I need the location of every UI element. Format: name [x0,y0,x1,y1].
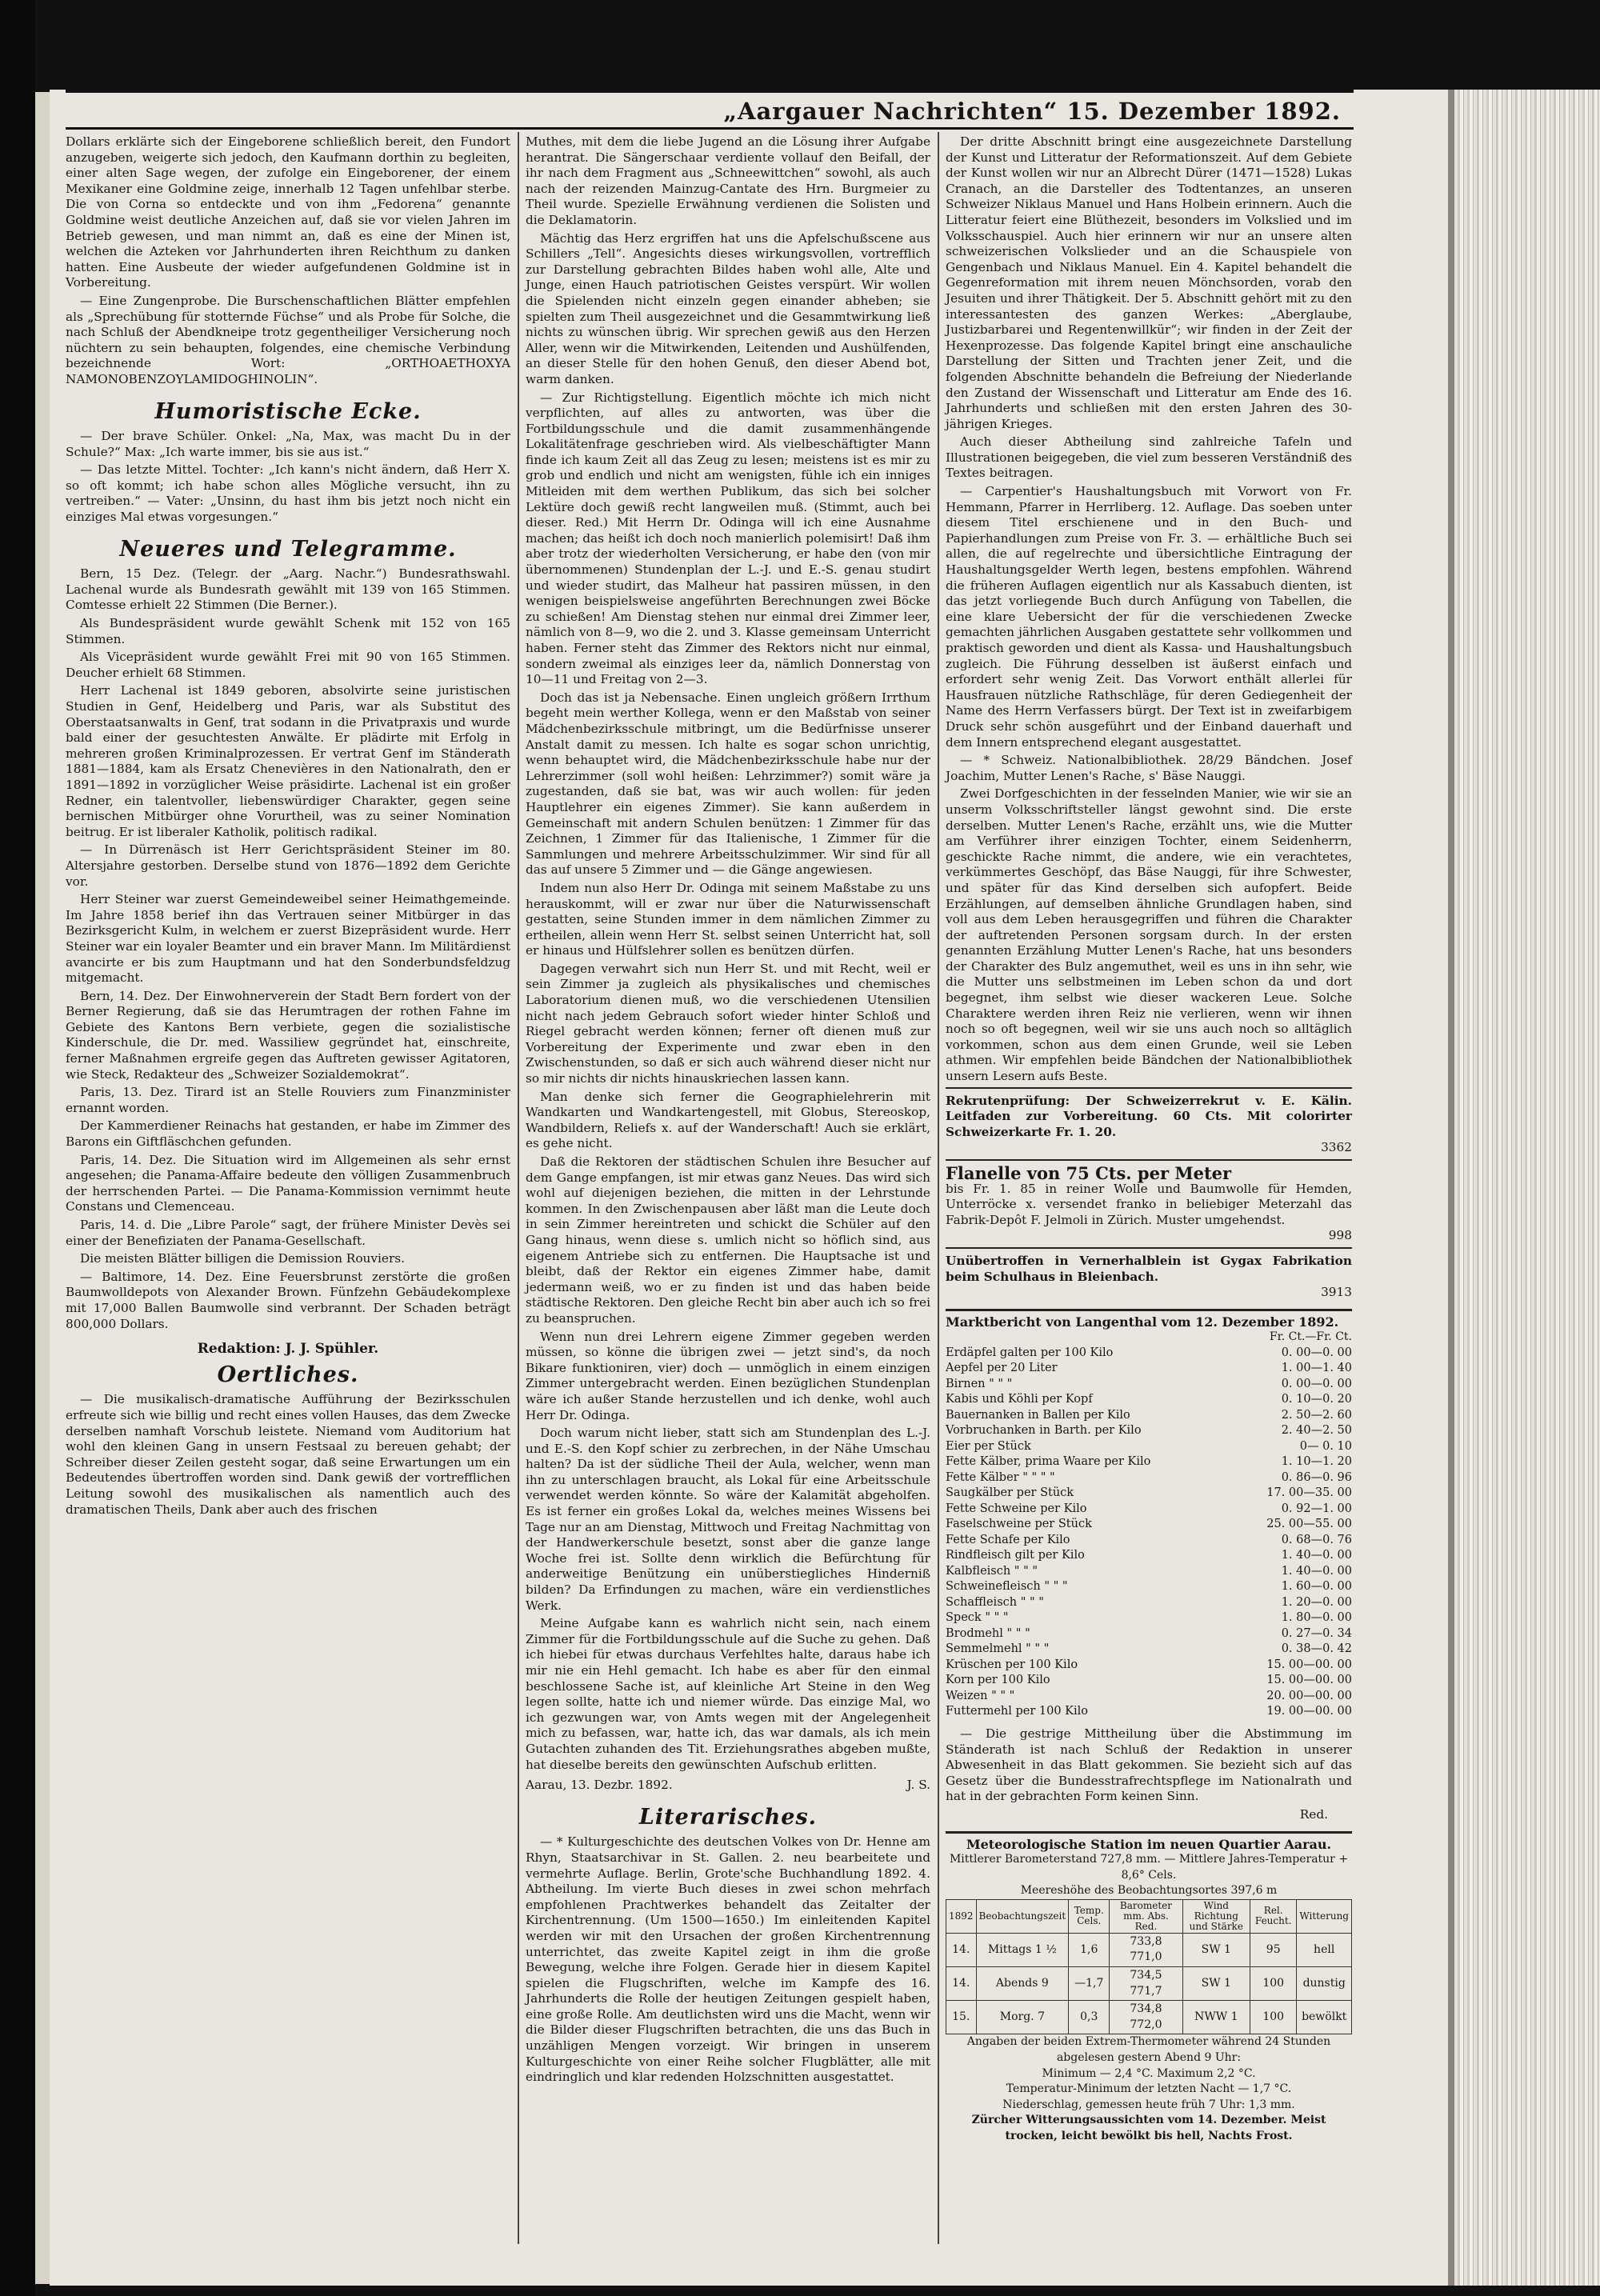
news-baltimore: — Baltimore, 14. Dez. Eine Feuersbrunst zerstörte die großen Baumwolldepots von Alexander Brown. Fünfzehn Gebäudekomplexe mit 17,000 Ballen Baumwolle sind verbrannt. Der Schaden beträgt 800,000 Dollars. [66,1269,510,1331]
market-row [946,1564,1352,1580]
market-row [946,1408,1352,1424]
market-price: 0. 92—1. 00 [1281,1502,1352,1515]
market-price: 1. 40—0. 00 [1281,1564,1352,1578]
heading-news: Neueres und Telegramme. [119,536,457,562]
market-item: Faselschweine per Stück [946,1518,1092,1531]
weather-line-4: Minimum — 2,4 °C. Maximum 2,2 °C. [1042,2066,1256,2080]
weather-cell: Morg. 7 [976,2001,1069,2034]
news-steiner-bio: Herr Steiner war zuerst Gemeindeweibel seiner Heimathgemeinde. Im Jahre 1858 berief ihn das Vertrauen seiner Mitbürger in das Bezirksgericht Kulm, in welchem er zuerst Bizepräsident wurde. Herr Steiner war ein loyaler Beamter und ein braver Mann. Im Militärdienst avancirte er bis zum Hauptmann und hat den Sonderbundsfeldzug mitgemacht. [66,892,510,986]
market-item: Fette Kälber " " " " [946,1470,1055,1484]
market-price: 19. 00—00. 00 [1266,1705,1352,1718]
market-price: 0. 27—0. 34 [1281,1626,1352,1640]
market-item: Weizen " " " [946,1689,1015,1702]
market-row [946,1486,1352,1502]
market-item: Brodmehl " " " [946,1626,1030,1640]
weather-line-1: Mittlerer Barometerstand 727,8 mm. — Mittlere Jahres-Temperatur + 8,6° Cels. [949,1853,1349,1882]
news-paris-panama: Paris, 14. Dez. Die Situation wird im Allgemeinen als sehr ernst angesehen; die Panama-Affaire bedeute den völligen Zusammenbruch der herrschenden Partei. — Die Panama-Kommission vernimmt heute Constans und Clemenceau. [66,1152,510,1214]
market-price: 20. 00—00. 00 [1266,1689,1352,1702]
article-tell: Mächtig das Herz ergriffen hat uns die Apfelschußscene aus Schillers „Tell“. Angesichts dieses wirkungsvollen, vortrefflich zur Darstellung gebrachten Bildes haben wohl alle, Alte und Junge, einen Hauch patriotischen Geistes verspürt. Wir wollen die Spielenden nicht einzeln gegen einander abheben; sie spielten zum Theil ausgezeichnet und die Gesammtwirkung ließ nichts zu wünschen übrig. Wir sprechen gewiß aus den Herzen Aller, wenn wir die Mitwirkenden, Leitenden und Aushülfenden, an dieser Stelle für den hohen Genuß, den dieser Abend bot, warm danken. [526,230,930,386]
weather-cell: dunstig [1297,1967,1352,2001]
market-report-units: Fr. Ct.—Fr. Ct. [1269,1330,1352,1344]
market-price: 1. 20—0. 00 [1281,1595,1352,1609]
market-item: Birnen " " " [946,1377,1013,1390]
market-price: 25. 00—55. 00 [1266,1518,1352,1531]
dateline [526,1778,930,1794]
weather-table [946,1899,1352,2035]
market-item: Rindfleisch gilt per Kilo [946,1549,1085,1562]
weather-row [946,1933,1352,1966]
weather-cell: 15. [946,2001,977,2034]
weather-cell: —1,7 [1069,1967,1110,2001]
market-row [946,1642,1352,1658]
market-row [946,1610,1352,1626]
review-dorfgeschichten: Zwei Dorfgeschichten in der fesselnden Manier, wie wir sie an unserm Volksschriftsteller längst gewohnt sind. Die erste derselben. Mutter Lenen's Rache, erzählt uns, wie die Mutter am Verführer ihrer einzigen Tochter, einem Seidenherrn, geschickte Rache nimmt, die andere, wie ein verachtetes, verkümmertes Geschöpf, das Bäse Nauggi, für ihre Schwester, und später für das Kind derselben sich aufopfert. Beide Erzählungen, auf demselben ähnliche Grundlagen haben, sind voll aus dem Leben herausgegriffen und führen die Charakter der auftretenden Personen sorgsam durch. In der ersten genannten Erzählung Mutter Lenen's Rache, hat uns besonders der Charakter des Bulz angemuthet, weil es uns in ihn sehr, wie die Mutter uns selbstmeinen im Leben schon da und dort begegnet, ihm selbst wie dieser wackeren Leue. Solche Charaktere werden ihren Reiz nie verlieren, wenn wir ihnen noch so oft begegnen, weil wir sie uns auch noch so alltäglich vorkommen, schon aus dem einen Grunde, weil sie Leben athmen. Wir empfehlen beide Bändchen der Nationalbibliothek unsern Lesern aufs Beste. [946,786,1352,1084]
news-reinach: Der Kammerdiener Reinachs hat gestanden, er habe im Zimmer des Barons ein Giftfläschchen gefunden. [66,1118,510,1150]
article-richtigstellung-3: Indem nun also Herr Dr. Odinga mit seinem Maßstabe zu uns herauskommt, will er zwar nur über die Naturwissenschaft gestatten, seine Stunden immer in dem nämlichen Zimmer zu ertheilen, allein wenn Herr St. selbst seinen Unterricht hat, soll er hinaus und Hülfslehrer sollen es benützen dürfen. [526,880,930,958]
market-row [946,1689,1352,1705]
market-report [946,1309,1352,1720]
market-price: 1. 00—1. 40 [1281,1362,1352,1375]
ad-flanelle-number: 998 [1328,1228,1352,1243]
weather-cell: 0,3 [1069,2001,1110,2034]
news-bern-verein: Bern, 14. Dez. Der Einwohnerverein der Stadt Bern fordert von der Berner Regierung, daß sie das Herumtragen der rothen Fahne im Gebiete des Kantons Bern verbiete, gegen die sozialistische Kinderschule, die Dr. med. Wassiliew gegründet hat, einschreite, ferner Maßnahmen ergreife gegen das Auftreten gewisser Agitatoren, wie Steck, Redakteur des „Schweizer Sozialdemokrat“. [66,988,510,1082]
joke-schueler: — Der brave Schüler. Onkel: „Na, Max, was macht Du in der Schule?“ Max: „Ich warte immer, bis sie aus ist.“ [66,429,510,459]
page-edge-shadow [1448,90,1454,2286]
header-bottom-rule [66,127,1354,130]
column-rule-2 [938,132,939,2244]
article-richtigstellung-5: Man denke sich ferner die Geographielehrerin mit Wandkarten und Wandkartengestell, mit Globus, Stereoskop, Wandbildern, Reliefs x. auf der Wanderschaft! Auch sie erklärt, es gehe nicht. [526,1089,930,1151]
market-item: Vorbruchanken in Barth. per Kilo [946,1424,1142,1438]
article-richtigstellung-7: Wenn nun drei Lehrern eigene Zimmer gegeben werden müssen, so könne die übrigen zwei — jetzt sind's, da noch Bikare funktioniren, vier) doch — unmöglich in einem einzigen Zimmer untergebracht werden. Einen bezüglichen Stundenplan wäre ich außer Stande herzustellen und ich denke, wohl auch Herr Dr. Odinga. [526,1329,930,1422]
market-price: 17. 00—35. 00 [1266,1486,1352,1500]
market-row [946,1454,1352,1470]
news-bern-wahl: Bern, 15 Dez. (Telegr. der „Aarg. Nachr.“) Bundesrathswahl. Lachenal wurde als Bundesrath gewählt mit 139 von 165 Stimmen. Comtesse erhielt 22 Stimmen (Die Berner.). [66,566,510,613]
market-row [946,1626,1352,1642]
news-rouvier: Die meisten Blätter billigen die Demission Rouviers. [80,1251,406,1266]
market-item: Futtermehl per 100 Kilo [946,1705,1089,1718]
market-item: Kalbfleisch " " " [946,1564,1038,1578]
ad-rekrutenpruefung-number: 3362 [1321,1140,1352,1155]
ad-rekrutenpruefung-text: Rekrutenprüfung: Der Schweizerrekrut v. E. Kälin. Leitfaden zur Vorbereitung. 60 Cts. Mit colorirter Schweizerkarte Fr. 1. 20. [946,1093,1352,1139]
market-price: 0. 86—0. 96 [1281,1470,1352,1484]
market-row [946,1392,1352,1408]
market-row [946,1377,1352,1393]
weather-line-6: Niederschlag, gemessen heute früh 7 Uhr: 1,3 mm. [1002,2098,1295,2111]
market-price: 15. 00—00. 00 [1266,1674,1352,1687]
column-1 [66,134,510,1520]
article-richtigstellung-2: Doch das ist ja Nebensache. Einen ungleich größern Irrthum begeht mein werther Kollega, wenn er den Maßstab von seiner Mädchenbezirksschule mitbringt, um die Bedürfnisse unserer Anstalt damit zu messen. Ich halte es sogar schon unrichtig, wenn behauptet wird, die Mädchenbezirksschule habe nur der Lehrerzimmer (soll wohl heißen: Lehrzimmer?) somit wäre ja zugestanden, daß sie bat, was wir auch wollen: für jeden Hauptlehrer ein eigenes Zimmer). Sie kann außerdem in Gemeinschaft mit andern Schulen benützen: 1 Zimmer für das Zeichnen, 1 Zimmer für das Italienische, 1 Zimmer für die Sammlungen und mehrere Arbeitsschulzimmer. Wir sind für all das auf unsere 5 Zimmer und — die Gänge angewiesen. [526,690,930,878]
heading-literature: Literarisches. [638,1804,818,1830]
market-row [946,1548,1352,1564]
dateline-signature: J. S. [906,1778,930,1793]
market-item: Kabis und Köhli per Kopf [946,1393,1093,1406]
weather-cell: hell [1297,1933,1352,1966]
market-price: 0. 10—0. 20 [1281,1393,1352,1406]
weather-cell: SW 1 [1182,1967,1250,2001]
weather-cell: Mittags 1 ½ [976,1933,1069,1966]
weather-cell: SW 1 [1182,1933,1250,1966]
market-row [946,1595,1352,1611]
weather-header-cell: Rel. Feucht. [1250,1899,1297,1933]
weather-cell: 100 [1250,1967,1297,2001]
market-price: 0. 00—0. 00 [1281,1377,1352,1390]
joke-mittel: — Das letzte Mittel. Tochter: „Ich kann's nicht ändern, daß Herr X. so oft kommt; ich habe schon alles Mögliche versucht, ihn zu vertreiben.“ — Vater: „Unsinn, du hast ihm bis jetzt noch nicht ein einziges Mal etwas vorgesungen.“ [66,462,510,525]
market-row [946,1502,1352,1518]
page-header-title: „Aargauer Nachrichten“ 15. Dezember 1892. [723,98,1341,125]
binder-edge [0,0,35,2296]
weather-cell: 1,6 [1069,1933,1110,1966]
article-richtigstellung: — Zur Richtigstellung. Eigentlich möchte ich mich nicht verpflichten, auf alles zu antworten, was über die Fortbildungsschule und die damit zusammenhängende Lokalitätenfrage geschrieben wird. Als vielbeschäftigter Mann finde ich kaum Zeit all das Zeug zu lesen; meistens ist es mir zu grob und endlich und nicht am wenigsten, fühle ich ein inniges Mitleiden mit dem werthen Publikum, das sich bei solcher Lektüre doch gewiß recht langweilen muß. (Stimmt, auch bei dieser. Red.) Mit Herrn Dr. Odinga will ich eine Ausnahme machen; das heißt ich doch noch manierlich polemisirt! Daß ihm aber trotz der wiederholten Versicherung, er habe den (von mir übernommenen) Stundenplan der L.-J. und E.-S. genau studirt und wieder studirt, das Malheur hat passiren müssen, in den wenigen beispielsweise angeführten Berechnungen zwei Böcke zu schießen! Am Dienstag stehen nur einmal drei Zimmer leer, nämlich von 8—9, wo die 2. und 3. Klasse gemeinsam Unterricht haben. Ferner steht das Zimmer des Rektors nicht nur einmal, sondern zweimal als einziges leer da, nämlich Donnerstag von 10—11 und Freitag von 2—3. [526,390,930,687]
weather-header-cell: Witterung [1297,1899,1352,1933]
market-price: 2. 50—2. 60 [1281,1408,1352,1422]
weather-cell: bewölkt [1297,2001,1352,2034]
market-item: Aepfel per 20 Liter [946,1362,1058,1375]
ad-flanelle-text: bis Fr. 1. 85 in reiner Wolle und Baumwolle für Hemden, Unterröcke x. versendet franko in beliebiger Meterzahl das Fabrik-Depôt F. Jelmoli in Zürich. Muster umgehendst. [946,1181,1352,1227]
article-richtigstellung-4: Dagegen verwahrt sich nun Herr St. und mit Recht, weil er sein Zimmer ja zugleich als physikalisches und chemisches Laboratorium dienen muß, wo die verschiedenen Utensilien nicht nach jedem Gebrauch sofort wieder hinter Schloß und Riegel gebracht werden können; ferner oft dienen muß zur Vorbereitung der Experimente und zwar eben in den Zwischenstunden, so daß er sich auch während dieser nicht nur so mir nichts dir nichts hinauskriechen lassen kann. [526,961,930,1086]
column-2 [526,134,930,2088]
weather-cell: 733,8 771,0 [1110,1933,1182,1966]
article-richtigstellung-9: Meine Aufgabe kann es wahrlich nicht sein, nach einem Zimmer für die Fortbildungsschule auf die Suche zu gehen. Daß ich hiebei für etwas durchaus Verfehltes halte, daraus habe ich mir nie ein Hehl gemacht. Ich habe es aber für den einmal beschlossene Sache ist, auf kleinliche Art Steine in den Weg legen sollte, hatte ich und niemer würde. Das einzige Mal, wo ich gezwungen war, von Amts wegen mit der Angelegenheit mich zu befassen, war, hatte ich, das war damals, als ich mein Gutachten zuhanden des Tit. Erziehungsrathes abgeben mußte, hat dieselbe bereits den gewünschten Aufschub erlitten. [526,1616,930,1772]
article-auffuehrung-cont: Muthes, mit dem die liebe Jugend an die Lösung ihrer Aufgabe herantrat. Die Sängerschaar verdiente vollauf den Beifall, der ihr nach dem Fragment aus „Schneewittchen“ sowohl, als auch nach der reizenden Mainzug-Cantate des Hrn. Burgmeier zu Theil wurde. Spezielle Erwähnung verdienen die Solisten und die Deklamatorin. [526,134,930,227]
ad-gygax-number: 3913 [1321,1285,1352,1300]
market-item: Krüschen per 100 Kilo [946,1658,1078,1671]
market-item: Speck " " " [946,1611,1009,1625]
notice-abstimmung-sig: Red. [1299,1806,1328,1822]
market-row [946,1470,1352,1486]
weather-title: Meteorologische Station im neuen Quartier Aarau. [966,1836,1332,1852]
news-lachenal: Herr Lachenal ist 1849 geboren, absolvirte seine juristischen Studien in Genf, Heidelberg und Paris, war als Substitut des Oberstaatsanwalts in Genf, trat sodann in die Privatpraxis und wurde bald einer der gesuchtesten Anwälte. Er plädirte mit Erfolg in mehreren großen Kriminalprozessen. Er vertrat Genf im Ständerath 1881—1884, kam als Ersatz Chenevières in den Nationalrath, den er 1891—1892 in vorzüglicher Weise präsidirte. Lachenal ist ein großer Redner, ein talentvoller, liebenswürdiger Charakter, gegen seine bernischen Mitbürger ohne Vorurtheil, was zu seiner Nomination beitrug. Er ist liberaler Katholik, politisch radikal. [66,683,510,839]
column-rule-1 [518,132,519,2244]
weather-line-3: Angaben der beiden Extrem-Thermometer während 24 Stunden abgelesen gestern Abend 9 Uhr: [966,2035,1331,2065]
market-price: 0— 0. 10 [1299,1439,1352,1453]
news-paris-tirard: Paris, 13. Dez. Tirard ist an Stelle Rouviers zum Finanzminister ernannt worden. [66,1085,510,1115]
weather-cell: 100 [1250,2001,1297,2034]
weather-cell: Abends 9 [976,1967,1069,2001]
article-richtigstellung-6: Daß die Rektoren der städtischen Schulen ihre Besucher auf dem Gange empfangen, ist mir etwas ganz Neues. Das wird sich wohl auf diejenigen beziehen, die mitten in der Lehrstunde kommen. In den Zwischenpausen aber läßt man die Leute doch in sein Zimmer hereintreten und schickt die Schüler auf den Gang hinaus, wenn diese s. umlich nicht so höflich sind, aus eigenem Antriebe sich zu entfernen. Die Hauptsache ist und bleibt, daß der Rektor ein eigenes Zimmer habe, damit jedermann weiß, wo er zu finden ist und das haben beide städtische Rektoren. Den gleiche Recht bin aber auch ich so frei zu beanspruchen. [526,1154,930,1326]
redaktion-line: Redaktion: J. J. Spühler. [197,1341,379,1358]
market-price: 1. 10—1. 20 [1281,1455,1352,1469]
review-tafeln: Auch dieser Abtheilung sind zahlreiche Tafeln und Illustrationen beigegeben, die viel zum besseren Verständniß des Textes beitragen. [946,434,1353,481]
weather-row [946,2001,1352,2034]
market-row [946,1658,1352,1674]
market-item: Schweinefleisch " " " [946,1580,1068,1594]
article-richtigstellung-8: Doch warum nicht lieber, statt sich am Stundenplan des L.-J. und E.-S. den Kopf schier zu zerbrechen, in der Nähe Umschau halten? Da ist der südliche Theil der Aula, welcher, wenn man ihn zu unterschlagen braucht, als Lokal für eine Arbeitsschule verwendet werden könnte. So wäre der Kalamität abgeholfen. Es ist ferner ein großes Lokal da, welches meines Wissens bei Tage nur an am Dienstag, Mittwoch und Freitag Nachmittag von der Handwerkerschule besetzt, sonst aber die ganze lange Woche frei ist. Sollte denn wirklich die Befürchtung für anderweitige Benützung ein unüberstiegliches Hinderniß bilden? Da Erfindungen zu machen, wäre ein verdienstliches Werk. [526,1426,930,1613]
review-kulturgeschichte: — * Kulturgeschichte des deutschen Volkes von Dr. Henne am Rhyn, Staatsarchivar in St. Gallen. 2. neu bearbeitete und vermehrte Auflage. Berlin, Grote'sche Buchhandlung 1892. 4. Abtheilung. Im vierte Buch dieses in zwei schon mehrfach empfohlenen Prachtwerkes behandelt das Zeitalter der Kirchentrennung. (Um 1500—1650.) Im einleitenden Kapitel werden wir mit den Ursachen der großen Kirchentrennung unterrichtet, das zweite Kapitel zeigt in ihm die große Bewegung, welche ihre Folgen. Gerade hier in diesem Kapitel spielen die Flugschriften, welche im Kampfe des 16. Jahrhunderts die Rolle der heutigen Zeitungen gespielt haben, eine große Rolle. Am deutlichsten wird uns die Macht, wenn wir die Bilder dieser Flugschriften betrachten, die uns das Buch in unzähligen Mengen vorzeigt. Wir bringen in unserem Kulturgeschichte von einer Reihe solcher Flugblätter, alle mit eindringlich und klar redenden Holzschnitten ausgestattet. [526,1834,930,2085]
dateline-place: Aarau, 13. Dezbr. 1892. [526,1778,673,1793]
ad-gygax [946,1247,1352,1304]
market-price: 1. 40—0. 00 [1281,1549,1352,1562]
column-3 [946,134,1352,2145]
ad-flanelle-title: Flanelle von 75 Cts. per Meter [946,1163,1232,1183]
market-row [946,1439,1352,1455]
news-steiner: — In Dürrenäsch ist Herr Gerichtspräsident Steiner im 80. Altersjahre gestorben. Derselbe stund von 1876—1892 dem Gerichte vor. [66,842,510,889]
weather-line-7: Zürcher Witterungsaussichten vom 14. Dezember. Meist trocken, leicht bewölkt bis hell, Nachts Frost. [971,2114,1326,2142]
ad-flanelle [946,1159,1352,1247]
weather-line-2: Meereshöhe des Beobachtungsortes 397,6 m [1020,1884,1278,1898]
news-praesident: Als Bundespräsident wurde gewählt Schenk mit 152 von 165 Stimmen. [66,616,510,646]
notice-abstimmung: — Die gestrige Mittheilung über die Abstimmung im Ständerath ist nach Schluß der Redaktion in unserer Abwesenheit in das Blatt gekommen. Sie bezieht sich auf das Gesetz über die Bundesstrafrechtspflege im Nationalrath und hat in der gebrachten Form keinen Sinn. [946,1726,1352,1804]
market-row [946,1704,1352,1720]
market-row [946,1533,1352,1549]
weather-header-cell: Barometer mm. Abs. Red. [1110,1899,1182,1933]
market-price: 15. 00—00. 00 [1266,1658,1352,1671]
market-item: Saugkälber per Stück [946,1486,1074,1500]
market-price: 0. 38—0. 42 [1281,1642,1352,1656]
market-row [946,1423,1352,1439]
market-row [946,1579,1352,1595]
market-price: 1. 60—0. 00 [1281,1580,1352,1594]
market-row [946,1346,1352,1362]
ad-rekrutenpruefung [946,1087,1352,1159]
weather-header-cell: Beobachtungszeit [976,1899,1069,1933]
market-price: 0. 68—0. 76 [1281,1533,1352,1546]
weather-header-cell: 1892 [946,1899,977,1933]
market-item: Fette Schafe per Kilo [946,1533,1070,1546]
review-nationalbibliothek: — * Schweiz. Nationalbibliothek. 28/29 Bändchen. Josef Joachim, Mutter Lenen's Rache, s' Bäse Nauggi. [946,753,1352,783]
market-item: Fette Kälber, prima Waare per Kilo [946,1455,1151,1469]
heading-humor: Humoristische Ecke. [154,398,422,424]
weather-line-5: Temperatur-Minimum der letzten Nacht — 1,7 °C. [1006,2082,1292,2096]
market-item: Korn per 100 Kilo [946,1674,1050,1687]
weather-cell: 734,5 771,7 [1110,1967,1182,2001]
market-item: Eier per Stück [946,1439,1031,1453]
weather-cell: NWW 1 [1182,2001,1250,2034]
weather-row [946,1967,1352,2001]
market-item: Schaffleisch " " " [946,1595,1044,1609]
market-item: Erdäpfel galten per 100 Kilo [946,1346,1114,1359]
market-item: Semmelmehl " " " [946,1642,1050,1656]
news-libre-parole: Paris, 14. d. Die „Libre Parole“ sagt, der frühere Minister Devès sei einer der Benefiziaten der Panama-Gesellschaft. [66,1218,510,1248]
weather-cell: 734,8 772,0 [1110,2001,1182,2034]
market-row [946,1517,1352,1533]
weather-header-cell: Wind Richtung und Stärke [1182,1899,1250,1933]
market-price: 0. 00—0. 00 [1281,1346,1352,1359]
market-item: Fette Schweine per Kilo [946,1502,1087,1515]
article-zungenprobe: — Eine Zungenprobe. Die Burschenschaftlichen Blätter empfehlen als „Sprechübung für stotternde Füchse“ und als Probe für Solche, die nach Schluß der Abendkneipe trotz gegentheiliger Versicherung noch nüchtern zu sein behaupten, folgendes, eine chemische Verbindung bezeichnende Wort: „ORTHOAETHOXYA NAMONOBENZOYLAMIDOGHINOLIN“. [66,293,510,386]
heading-local: Oertliches. [217,1362,359,1387]
weather-cell: 14. [946,1967,977,2001]
article-goldmine: Dollars erklärte sich der Eingeborene schließlich bereit, den Fundort anzugeben, weigerte sich jedoch, den Kaufmann dorthin zu begleiten, einer alten Sage wegen, der zufolge ein Eingeborener, der einem Mexikaner eine Goldmine zeige, innerhalb 12 Tagen unfehlbar sterbe. Die von Corna so entdeckte und von ihm „Fedorena“ genannte Goldmine weist deutliche Anzeichen auf, daß sie vor vielen Jahren im Betrieb gewesen, und man nimmt an, daß es eine der Minen ist, welchen die Azteken vor Jahrhunderten ihren Reichthum zu danken hatten. Eine Ausbeute der wieder aufgefundenen Goldmine ist in Vorbereitung. [66,134,510,290]
market-report-title: Marktbericht von Langenthal vom 12. Dezember 1892. [946,1314,1339,1330]
market-item: Bauernanken in Ballen per Kilo [946,1408,1130,1422]
left-page-strip [35,92,50,2284]
article-auffuehrung: — Die musikalisch-dramatische Aufführung der Bezirksschulen erfreute sich wie billig und recht eines vollen Hauses, das dem Zwecke derselben namhaft Vorschub leistete. Niemand vom Auditorium hat wohl den kleinen Gang in unsern Festsaal zu bereuen gehabt; der Schreiber dieser Zeilen gesteht sogar, daß seine Erwartungen um ein Bedeutendes übertroffen worden sind. Dank gewiß der vortrefflichen Leitung sowohl des musikalischen als namentlich auch des dramatischen Theils, Dank aber auch des frischen [66,1392,510,1517]
market-row [946,1673,1352,1689]
market-price: 1. 80—0. 00 [1281,1611,1352,1625]
review-haushaltungsbuch: — Carpentier's Haushaltungsbuch mit Vorwort von Fr. Hemmann, Pfarrer in Herrliberg. 12. Auflage. Das soeben unter diesem Titel erschienene und in den Buch- und Papierhandlungen zum Preise von Fr. 3. — erhältliche Buch sei allen, die auf regelrechte und übersichtliche Eintragung der Haushaltungsgelder Werth legen, bestens empfohlen. Während die früheren Auflagen eigentlich nur als Kassabuch dienten, ist das jetzt vorliegende Buch durch Anfügung von Tabellen, die eine klare Uebersicht der für die verschiedenen Zwecke gemachten jährlichen Ausgaben gestattete sehr vollkommen und praktisch geworden und dient als Kassa- und Haushaltungsbuch zugleich. Die Führung desselben ist äußerst einfach und erfordert sehr wenig Zeit. Das Vorwort enthält allerlei für Hausfrauen nützliche Rathschläge, für deren Gediegenheit der Name des Herrn Verfassers bürgt. Der Text ist in zweifarbigem Druck sehr schön ausgeführt und der Einband dauerhaft und dem Innern entsprechend elegant ausgestattet. [946,484,1352,750]
ad-gygax-text: Unübertroffen in Vernerhalblein ist Gygax Fabrikation beim Schulhaus in Bleienbach. [946,1253,1352,1284]
weather-cell: 14. [946,1933,977,1966]
page-stack-edges [1448,90,1600,2286]
market-report-rows [946,1346,1352,1720]
news-vicepraesident: Als Vicepräsident wurde gewählt Frei mit 90 von 165 Stimmen. Deucher erhielt 68 Stimmen. [66,650,510,680]
weather-station [946,1831,1352,2145]
weather-cell: 95 [1250,1933,1297,1966]
market-row [946,1361,1352,1377]
review-kulturgeschichte-cont: Der dritte Abschnitt bringt eine ausgezeichnete Darstellung der Kunst und Litteratur der Reformationszeit. Auf dem Gebiete der Kunst wollen wir nur an Albrecht Dürer (1471—1528) Lukas Cranach, an die Darsteller des Todtentanzes, an unseren Schweizer Niklaus Manuel und Hans Holbein erinnern. Auch die Litteratur feiert eine Blüthezeit, besonders im Volkslied und im Volksschauspiel. Auch hier erinnern wir nur an unsere alten schweizerischen Volkslieder und an die Schauspiele von Gengenbach und Niklaus Manuel. Ein 4. Kapitel behandelt die Gegenreformation mit ihrem neuen Mönchsorden, vorab den Jesuiten und ihrer Thätigkeit. Der 5. Abschnitt gehört mit zu den interessantesten des ganzen Werkes: „Aberglaube, Justizbarbarei und Regentenwillkür“; wir finden in der Zeit der Hexenprozesse. Das folgende Kapitel bringt eine anschauliche Darstellung der Sitten und Trachten jener Zeit, und die folgenden Abschnitte behandeln die Befreiung der Niederlande den Zustand der Wissenschaft und Litteratur am Ende des 16. Jahrhunderts und schließen mit den ersten Jahren des 30-jährigen Krieges. [946,134,1352,431]
weather-header-cell: Temp. Cels. [1069,1899,1110,1933]
market-price: 2. 40—2. 50 [1281,1424,1352,1438]
